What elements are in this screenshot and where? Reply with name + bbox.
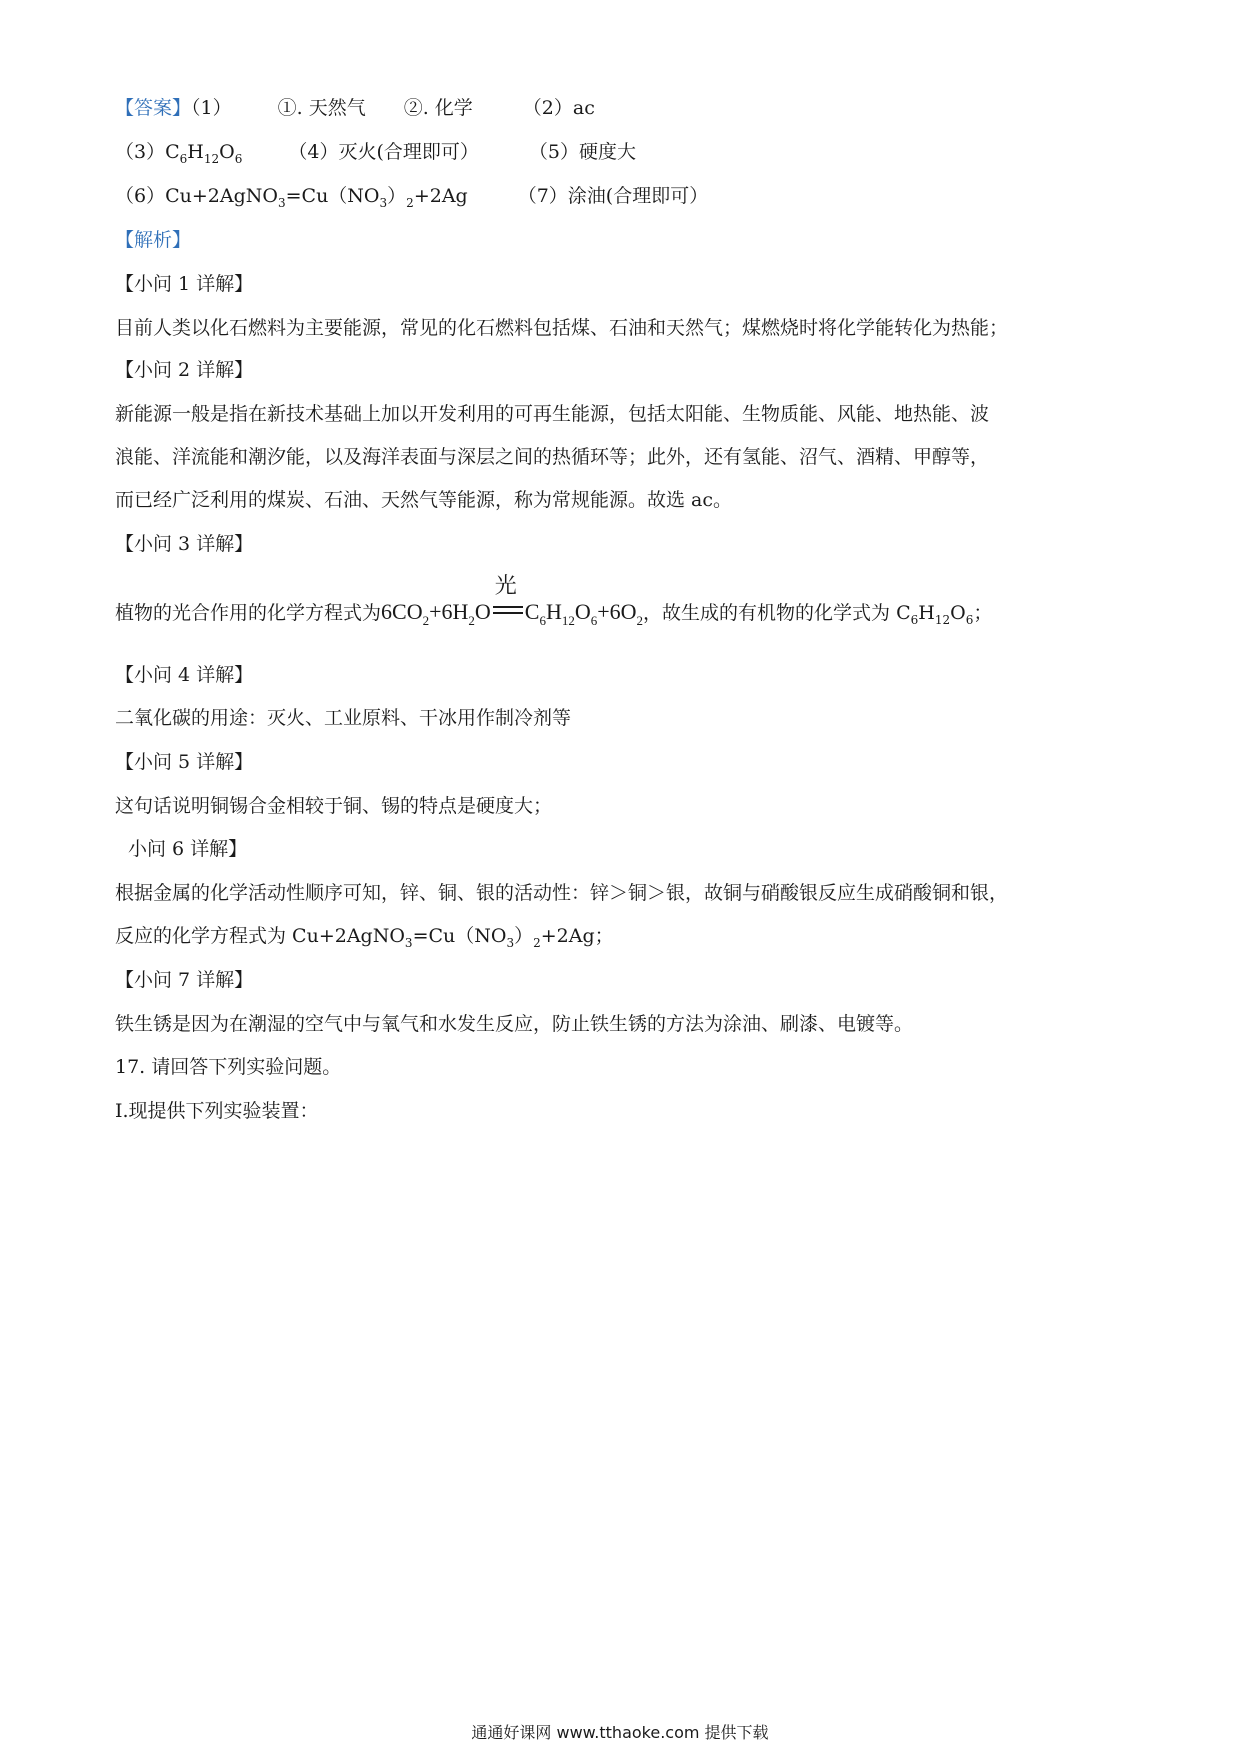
- equation-6-prefix: 反应的化学方程式为 Cu+2AgNO: [115, 925, 405, 947]
- answer-q2: （2）ac: [522, 97, 595, 119]
- footer-credit: 通通好课网 www.tthaoke.com 提供下载: [471, 1723, 769, 1742]
- section-heading-5: 【小问 5 详解】: [115, 751, 254, 773]
- answer-q6-end: +2Ag: [413, 185, 468, 207]
- equation-6-end: +2Ag；: [540, 925, 614, 947]
- section-paragraph-4: 二氧化碳的用途：灭火、工业原料、干冰用作制冷剂等: [115, 707, 572, 729]
- photosynthesis-equation: $6CO_2+6H_2O$ 光 $C_6H_{12}O_6+6O_2$: [381, 574, 644, 628]
- answer-q5: （5）硬度大: [528, 141, 636, 163]
- section-heading-2: 【小问 2 详解】: [115, 359, 254, 381]
- section-heading-7: 【小问 7 详解】: [115, 969, 254, 991]
- equation-condition: 光: [494, 574, 517, 599]
- photosynthesis-conclusion: ，故生成的有机物的化学式为 C: [643, 602, 911, 624]
- answer-q6-text: （6）Cu+2AgNO: [115, 185, 278, 207]
- equation-6-mid: =Cu（NO: [412, 925, 507, 947]
- answer-q1b: ②. 化学: [403, 97, 473, 119]
- question-17-part-1: I.现提供下列实验装置：: [115, 1100, 319, 1122]
- section-paragraph-7: 铁生锈是因为在潮湿的空气中与氧气和水发生反应，防止铁生锈的方法为涂油、刷漆、电镀等。: [115, 1013, 914, 1035]
- section-paragraph-2a: 新能源一般是指在新技术基础上加以开发利用的可再生能源，包括太阳能、生物质能、风能、地热能、波: [115, 403, 990, 425]
- section-paragraph-1: 目前人类以化石燃料为主要能源，常见的化石燃料包括煤、石油和天然气；煤燃烧时将化学能转化为热能；: [115, 317, 1009, 339]
- answer-q3-text: （3）C: [115, 141, 180, 163]
- answer-q6: $(6)Cu+2AgNO_3=Cu(NO_3)_2+2Ag$: [115, 185, 468, 210]
- section-heading-1: 【小问 1 详解】: [115, 273, 254, 295]
- section-paragraph-2b: 浪能、洋流能和潮汐能，以及海洋表面与深层之间的热循环等；此外，还有氢能、沼气、酒精、甲醇等，: [115, 446, 990, 468]
- photosynthesis-intro: 植物的光合作用的化学方程式为: [115, 602, 382, 624]
- answer-q6-mid: =Cu（NO: [285, 185, 380, 207]
- section-heading-6: 小问 6 详解】: [128, 838, 248, 860]
- answer-q3: $(3)C_6H_{12}O_6$: [115, 141, 243, 166]
- section-paragraph-6a: 根据金属的化学活动性顺序可知，锌、铜、银的活动性：锌＞铜＞银，故铜与硝酸银反应生成硝酸铜和银，: [115, 882, 1009, 904]
- answer-label: 【答案】: [115, 97, 192, 119]
- answer-q7: （7）涂油(合理即可）: [517, 185, 709, 207]
- analysis-label: 【解析】: [115, 229, 192, 251]
- answer-line-3: [115, 182, 708, 217]
- answer-q1: （1）: [191, 97, 232, 119]
- section-paragraph-3: 植物的光合作用的化学方程式为$6CO_2+6H_2O$ 光 $C_6H_{12}O_6+6O_2$，故生成的有机物的化学式为 $C_6H_{12}O_6$；: [115, 574, 993, 628]
- section-paragraph-6b: 反应的化学方程式为 $Cu+2AgNO_3=Cu(NO_3)_2+2Ag$；: [115, 925, 614, 950]
- section-heading-3: 【小问 3 详解】: [115, 533, 254, 555]
- equation-arrow: [493, 574, 523, 617]
- section-heading-4: 【小问 4 详解】: [115, 664, 254, 686]
- section-paragraph-5: 这句话说明铜锡合金相较于铜、锡的特点是硬度大；: [115, 795, 553, 817]
- answer-line-1: [115, 94, 595, 122]
- section-paragraph-2c: 而已经广泛利用的煤炭、石油、天然气等能源，称为常规能源。故选 ac。: [115, 489, 733, 511]
- answer-q1a: ①. 天然气: [277, 97, 366, 119]
- question-17: 17. 请回答下列实验问题。: [115, 1056, 342, 1078]
- answer-line-2: [115, 138, 636, 173]
- answer-q4: （4）灭火(合理即可）: [288, 141, 479, 163]
